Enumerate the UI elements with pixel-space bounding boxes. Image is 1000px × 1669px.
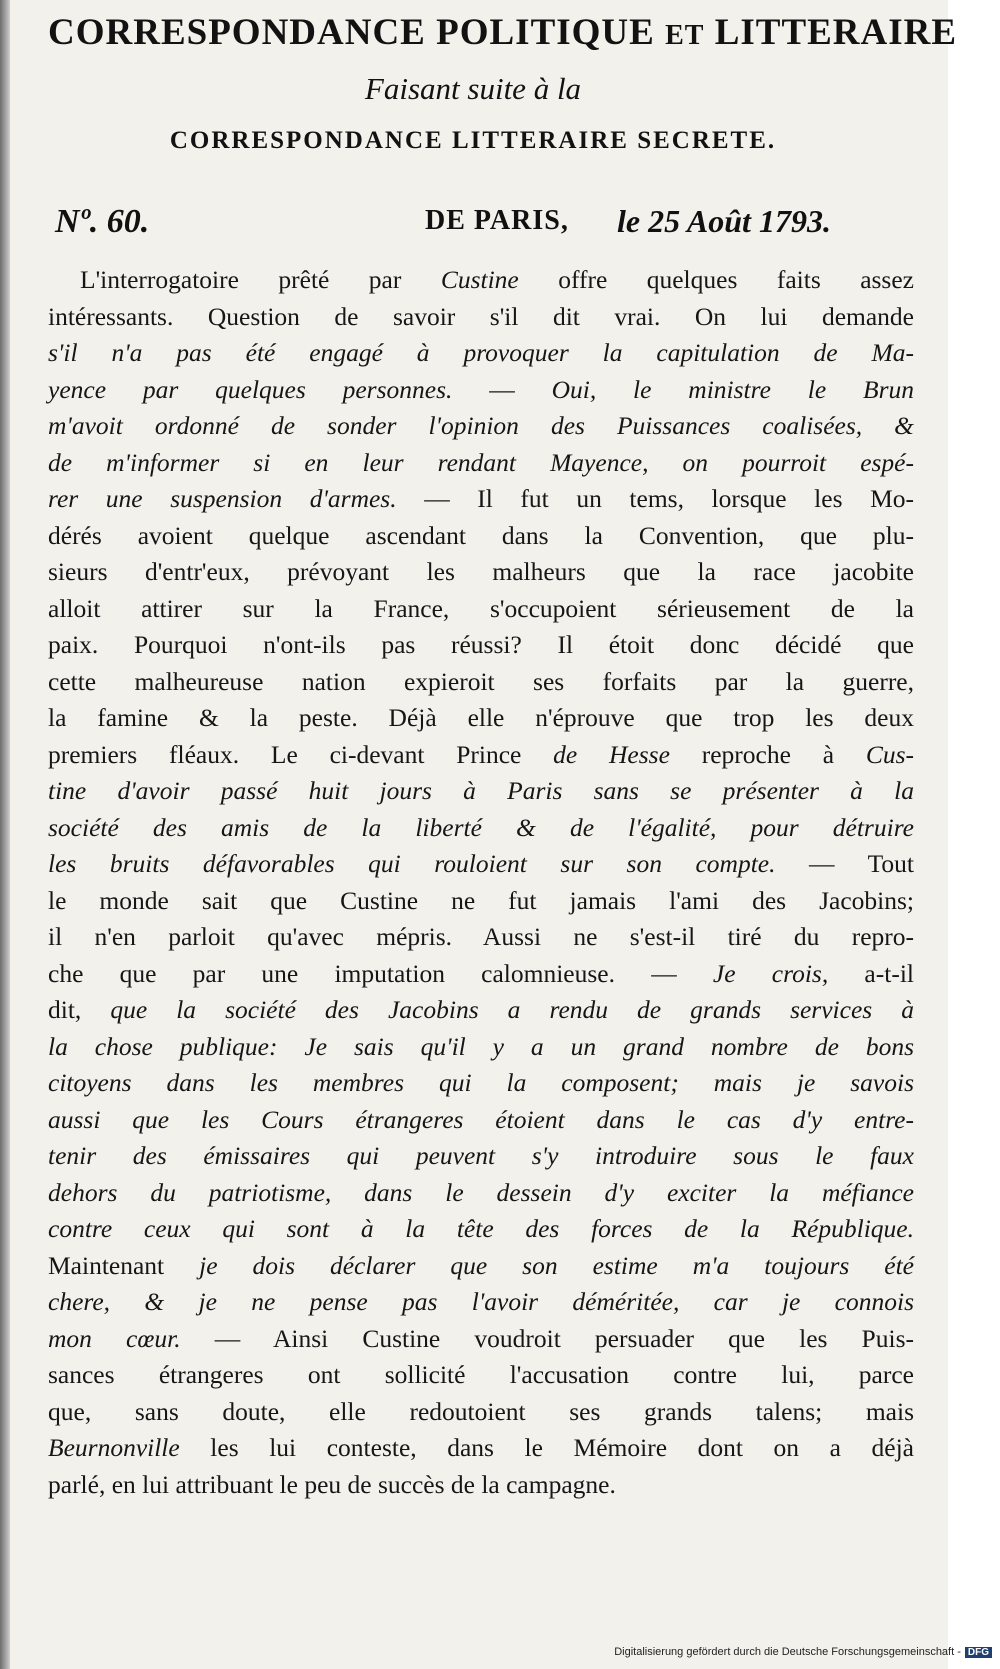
italic-run: je dois déclarer que son estime m'a toujours été [199,1250,914,1280]
text-run: il n'en parloit qu'avec mépris. Aussi ne s'est-il tiré du repro- [48,922,914,951]
italic-run: chere, & je ne pense pas l'avoir déméritée, car je connois [48,1287,914,1316]
masthead [48,12,958,157]
dfg-logo: DFG [965,1647,992,1658]
text-line [48,1138,914,1175]
text-run: paix. Pourquoi n'ont-ils pas réussi? Il étoit donc décidé que [48,630,914,659]
text-line [48,335,914,372]
italic-run: s'il n'a pas été engagé à provoquer la capitulation de Ma- [48,338,914,367]
text-run: cette malheureuse nation expieroit ses forfaits par la guerre, [48,666,914,696]
issue-number: Nº. 60. [55,203,150,240]
footer-credit [612,1646,992,1658]
text-line [48,481,914,518]
italic-run: rer une suspension d'armes. [48,484,397,513]
title-et: ET [665,20,705,51]
text-line [48,299,914,336]
text-run: a-t-il [828,958,914,988]
page-edge-shadow [0,0,10,1669]
right-margin [948,0,1000,1669]
text-line [48,810,914,847]
text-line [48,1284,914,1321]
italic-run: Oui, le ministre le Brun [551,374,915,404]
text-run: offre quelques faits assez [518,265,914,294]
italic-run: Beurnonville [48,1433,180,1462]
text-line [48,1211,914,1248]
text-line [48,773,914,810]
text-line [48,518,914,555]
text-line [48,1321,914,1358]
italic-run: mon cœur. [48,1323,181,1353]
italic-run: tine d'avoir passé huit jours à Paris sans se présenter à la [48,776,914,805]
footer-credit-text: Digitalisierung gefördert durch die Deutsche Forschungsgemeinschaft - [614,1646,961,1658]
text-run: — Il fut un tems, lorsque les Mo- [396,484,914,513]
text-run: che que par une imputation calomnieuse. — [48,958,713,988]
text-line [48,1175,914,1212]
text-line [48,554,914,591]
text-line [48,919,914,956]
text-line [48,1248,914,1285]
text-line [48,956,914,993]
text-line [48,1357,914,1394]
masthead-series: CORRESPONDANCE LITTERAIRE SECRETE. [169,127,777,154]
text-run: les lui conteste, dans le Mémoire dont on a déjà [179,1433,914,1462]
dateline-place: DE PARIS, [425,205,569,236]
italic-run: de Hesse [553,739,670,769]
text-line [48,846,914,883]
italic-run: la chose publique: Je sais qu'il y a un grand nombre de bons [48,1031,914,1061]
text-run: alloit attirer sur la France, s'occupoient sérieusement de la [48,593,914,623]
text-line [48,1102,914,1139]
text-run: — Tout [775,849,914,878]
text-line [48,700,914,737]
masthead-title [48,12,958,57]
italic-run: contre ceux qui sont à la tête des forces de la République. [48,1214,914,1243]
text-line [48,664,914,701]
text-line [48,408,914,445]
dateline [55,203,905,249]
italic-run: Cus- [865,739,914,769]
text-run: intéressants. Question de savoir s'il dit vrai. On lui demande [48,301,914,331]
text-line [48,992,914,1029]
text-line [48,372,914,409]
title-end: LITTERAIRE [714,12,958,53]
italic-run: les bruits défavorables qui rouloient sur son compte. [48,849,776,878]
italic-run: que la société des Jacobins a rendu de grands services à [110,995,914,1024]
text-run: — [489,374,552,404]
text-line [48,262,914,299]
italic-run: Je crois, [712,958,829,988]
italic-run: société des amis de la liberté & de l'égalité, pour détruire [48,812,914,842]
text-line [48,737,914,774]
text-run: parlé, en lui attribuant le peu de succès de la campagne. [48,1469,616,1499]
italic-run: Custine [440,265,519,294]
title-main: CORRESPONDANCE POLITIQUE [48,12,655,53]
text-line [48,1394,914,1431]
text-run: dit, [48,995,111,1024]
text-line [48,1430,914,1467]
text-run: que, sans doute, elle redoutoient ses grands talens; mais [48,1396,914,1426]
text-line [48,591,914,628]
article-body [48,262,914,1503]
text-run: premiers fléaux. Le ci-devant Prince [48,739,554,769]
text-run: L'interrogatoire prêté par [80,265,441,294]
masthead-subtitle: Faisant suite à la [364,71,582,106]
text-run: dérés avoient quelque ascendant dans la Convention, que plu- [48,520,914,550]
text-line [48,883,914,920]
text-line [48,1065,914,1102]
text-line [48,627,914,664]
text-run: sances étrangeres ont sollicité l'accusation contre lui, parce [48,1360,914,1389]
italic-run: dehors du patriotisme, dans le dessein d'y exciter la méfiance [48,1177,914,1207]
italic-run: yence par quelques personnes. [48,374,490,404]
text-run: Maintenant [48,1250,200,1280]
text-run: la famine & la peste. Déjà elle n'éprouve que trop les deux [48,703,914,732]
text-run: sieurs d'entr'eux, prévoyant les malheurs que la race jacobite [48,557,914,586]
text-run: le monde sait que Custine ne fut jamais l'ami des Jacobins; [48,885,914,915]
dateline-date: le 25 Août 1793. [617,203,831,239]
italic-run: aussi que les Cours étrangeres étoient dans le cas d'y entre- [48,1104,914,1134]
text-line [48,445,914,482]
text-line [48,1467,914,1504]
text-run: — Ainsi Custine voudroit persuader que les Puis- [180,1323,914,1353]
italic-run: citoyens dans les membres qui la composent; mais je savois [48,1068,914,1097]
text-run: reproche à [669,739,866,769]
italic-run: m'avoit ordonné de sonder l'opinion des Puissances coalisées, & [48,411,914,440]
text-line [48,1029,914,1066]
italic-run: tenir des émissaires qui peuvent s'y introduire sous le faux [48,1141,914,1170]
italic-run: de m'informer si en leur rendant Mayence, on pourroit espé- [48,447,914,477]
